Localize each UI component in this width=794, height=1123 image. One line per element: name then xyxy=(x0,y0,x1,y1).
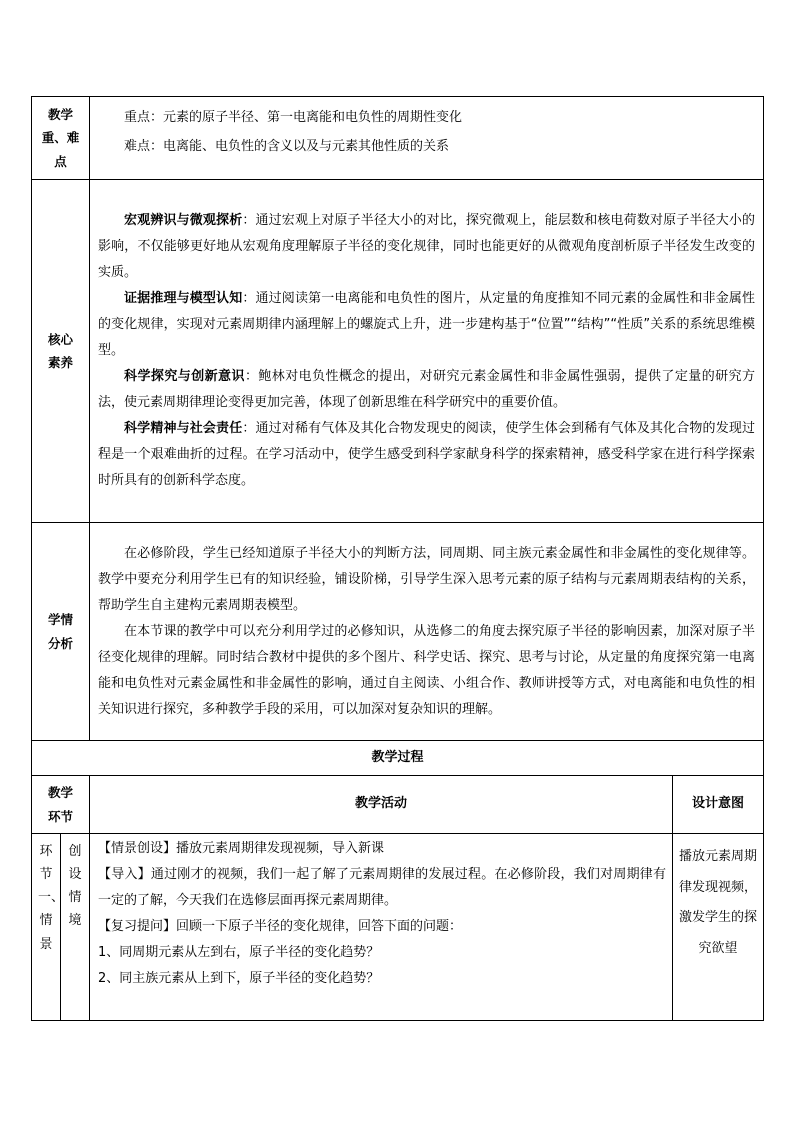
literacy-label: 核心素养 xyxy=(32,180,90,523)
stage-activity xyxy=(90,834,673,1021)
activity-line: 【导入】通过刚才的视频，我们一起了解了元素周期律的发展过程。在必修阶段，我们对周期律有一定的了解，今天我们在选修层面再探元素周期律。 xyxy=(98,867,667,908)
analysis-row xyxy=(32,523,764,741)
literacy-item xyxy=(98,208,755,286)
analysis-content xyxy=(90,523,764,741)
difficult-point: 难点：电离能、电负性的含义以及与元素其他性质的关系 xyxy=(124,139,450,155)
literacy-item xyxy=(98,286,755,364)
literacy-item xyxy=(98,416,755,494)
focus-content xyxy=(90,97,764,180)
literacy-item-title: 科学探究与创新意识 xyxy=(124,369,245,384)
literacy-item-text: ：通过阅读第一电离能和电负性的图片，从定量的角度推知不同元素的金属性和非金属性的变化规律，实现对元素周期律内涵理解上的螺旋式上升，进一步建构基于“位置”“结构”“性质”关系的系统思维模型。 xyxy=(98,291,756,358)
focus-row xyxy=(32,97,764,180)
lesson-plan-page xyxy=(31,96,763,1021)
key-point: 重点：元素的原子半径、第一电离能和电负性的周期性变化 xyxy=(124,110,463,125)
analysis-paragraph: 在本节课的教学中可以充分利用学过的必修知识，从选修二的角度去探究原子半径的影响因素，加深对原子半径变化规律的理解。同时结合教材中提供的多个图片、科学史话、探究、思考与讨论，从定量的角度探究第一电离能和电负性对元素金属性和非金属性的影响，通过自主阅读、小组合作、教师讲授等方式，对电离能和电负性的相关知识进行探究，多种教学手段的采用，可以加深对复杂知识的理解。 xyxy=(98,623,756,717)
literacy-item xyxy=(98,364,755,416)
focus-label: 教学重、难点 xyxy=(32,97,90,180)
literacy-item-text: ：通过宏观上对原子半径大小的对比，探究微观上，能层数和核电荷数对原子半径大小的影响，不仅能够更好地从宏观角度理解原子半径的变化规律，同时也能更好的从微观角度剖析原子半径发生改变的实质。 xyxy=(98,213,756,280)
header-activity: 教学活动 xyxy=(90,776,673,834)
activity-line: 【复习提问】回顾一下原子半径的变化规律，回答下面的问题： xyxy=(98,919,463,934)
analysis-label: 学情分析 xyxy=(32,523,90,741)
literacy-row xyxy=(32,180,764,523)
analysis-paragraph: 在必修阶段，学生已经知道原子半径大小的判断方法，同周期、同主族元素金属性和非金属性的变化规律等。教学中要充分利用学生已有的知识经验，铺设阶梯，引导学生深入思考元素的原子结构与元素周期表结构的关系，帮助学生自主建构元素周期表模型。 xyxy=(98,545,756,613)
header-intent: 设计意图 xyxy=(673,776,764,834)
header-stage: 教学环节 xyxy=(32,776,90,834)
literacy-content xyxy=(90,180,764,523)
activity-line: 2、同主族元素从上到下，原子半径的变化趋势？ xyxy=(98,971,380,986)
lesson-plan-table xyxy=(31,96,764,1021)
literacy-item-title: 宏观辨识与微观探析 xyxy=(124,213,243,228)
stage-outer-label: 环节一、情景 xyxy=(32,834,61,1021)
stage-intent: 播放元素周期律发现视频，激发学生的探究欲望 xyxy=(673,834,764,1021)
process-title-row xyxy=(32,741,764,776)
activity-line: 1、同周期元素从左到右，原子半径的变化趋势？ xyxy=(98,945,380,960)
literacy-item-title: 证据推理与模型认知 xyxy=(124,291,243,306)
literacy-item-text: ：通过对稀有气体及其化合物发现史的阅读，使学生体会到稀有气体及其化合物的发现过程是一个艰难曲折的过程。在学习活动中，使学生感受到科学家献身科学的探索精神，感受科学家在进行科学探索时所具有的创新科学态度。 xyxy=(98,421,756,488)
literacy-item-text: ：鲍林对电负性概念的提出，对研究元素金属性和非金属性强弱，提供了定量的研究方法，使元素周期律理论变得更加完善，体现了创新思维在科学研究中的重要价值。 xyxy=(98,369,756,410)
process-header-row xyxy=(32,776,764,834)
activity-line: 【情景创设】播放元素周期律发现视频，导入新课 xyxy=(98,841,385,856)
process-title: 教学过程 xyxy=(32,741,764,776)
literacy-item-title: 科学精神与社会责任 xyxy=(124,421,243,436)
stage-row xyxy=(32,834,764,1021)
stage-inner-label: 创设情境 xyxy=(61,834,90,1021)
